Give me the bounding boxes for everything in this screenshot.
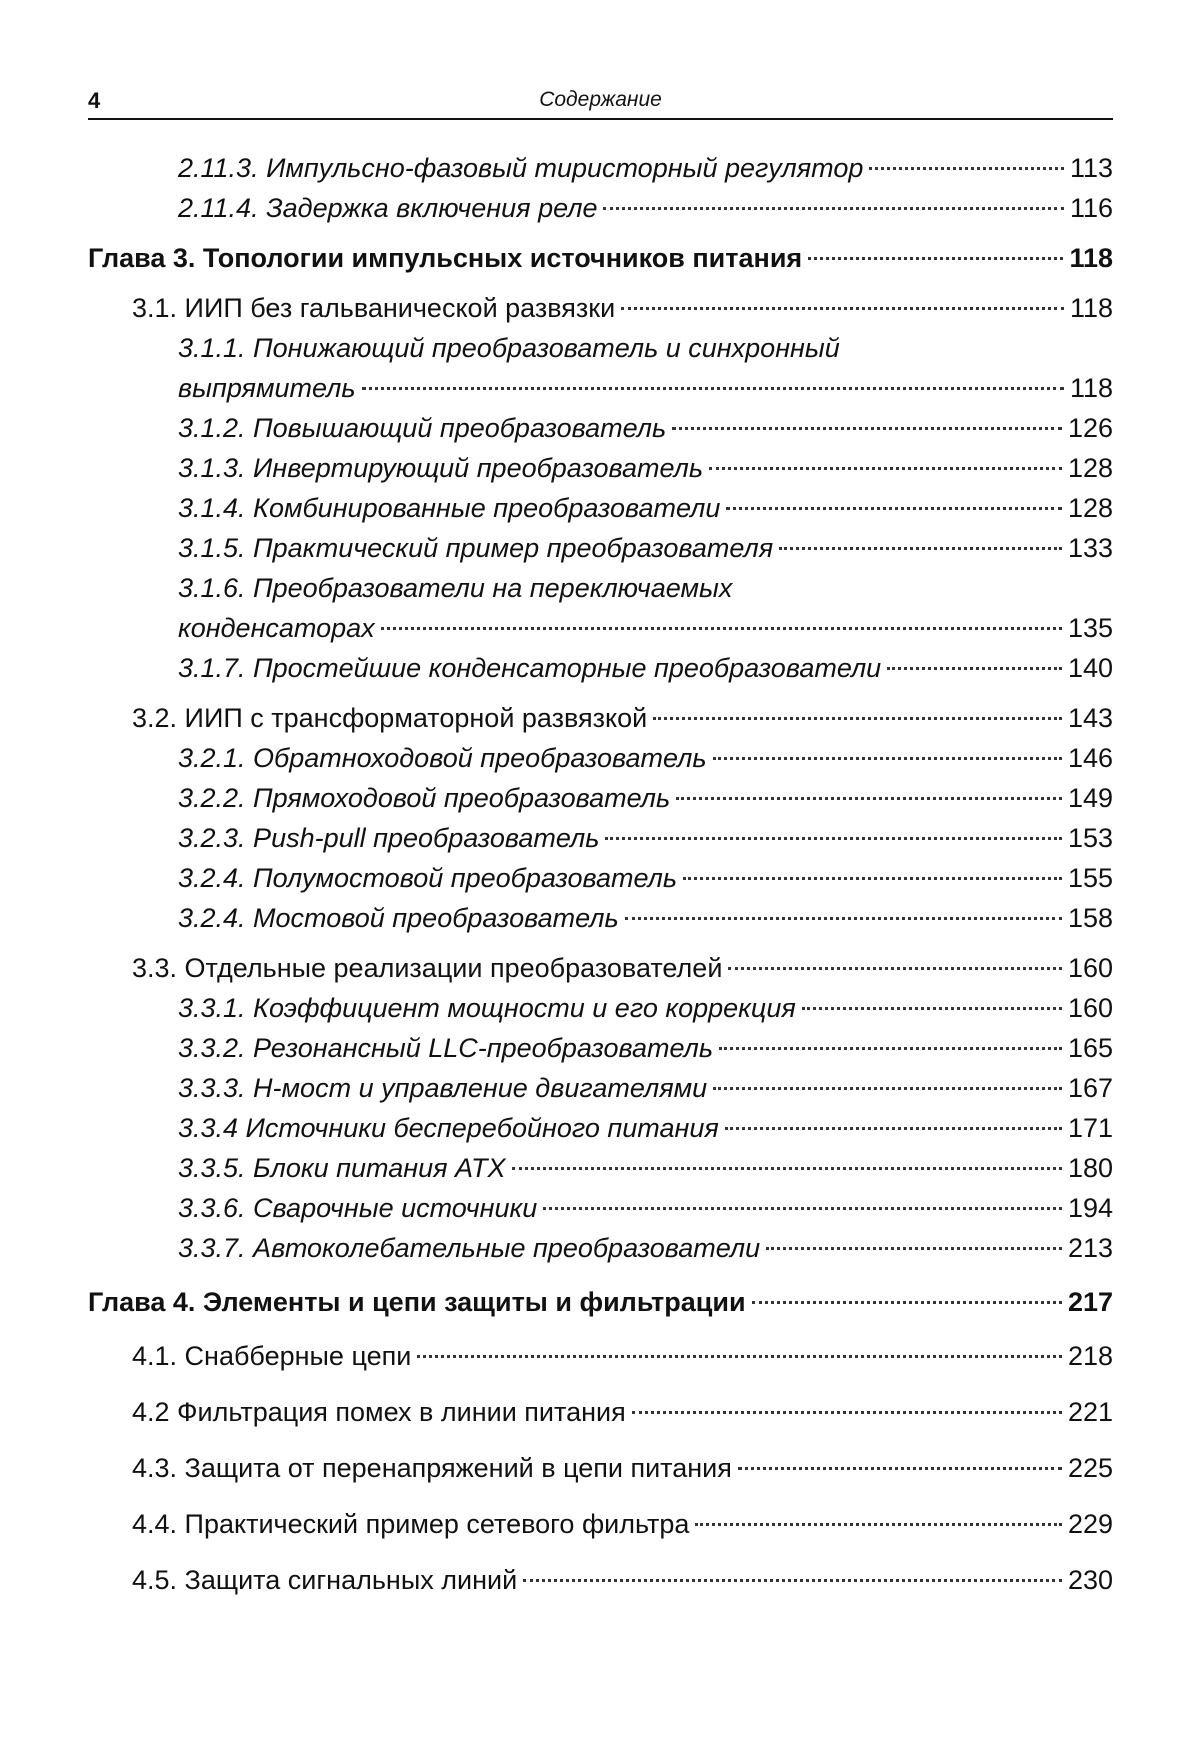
toc-entry-title: 2.11.3. Импульсно-фазовый тиристорный регулятор (178, 153, 864, 183)
toc-entry-title: 4.1. Снабберные цепи (132, 1341, 412, 1371)
dot-leader (676, 797, 1062, 800)
dot-leader (802, 1007, 1062, 1010)
toc-entry-page: 118 (1069, 373, 1113, 403)
toc-entry-page: 160 (1067, 993, 1113, 1023)
dot-leader (653, 717, 1062, 720)
toc-entry-page: 218 (1067, 1341, 1113, 1371)
dot-leader (779, 547, 1062, 550)
toc-entry (88, 858, 1113, 898)
toc-entry-title: 3.2.2. Прямоходовой преобразователь (178, 783, 671, 813)
page-number: 4 (88, 88, 101, 113)
toc-chapter-entry (88, 1282, 1113, 1322)
toc-entry (88, 408, 1113, 448)
dot-leader (725, 1127, 1062, 1130)
toc-entry-page: 113 (1069, 153, 1113, 183)
dot-leader (417, 1355, 1062, 1358)
toc-entry (88, 188, 1113, 228)
toc-entry (88, 448, 1113, 488)
toc-entry-page: 135 (1067, 613, 1113, 643)
toc-entry-title: 3.3. Отдельные реализации преобразователей (132, 953, 723, 983)
toc-entry-page: 118 (1069, 293, 1113, 323)
toc-entry-page: 140 (1067, 653, 1113, 683)
toc-entry-title: 3.1.5. Практический пример преобразователя (178, 533, 774, 563)
toc-entry-title: 3.3.2. Резонансный LLC-преобразователь (178, 1033, 714, 1063)
toc-entry-title: 3.1.3. Инвертирующий преобразователь (178, 453, 704, 483)
toc-entry-title: 3.1. ИИП без гальванической развязки (132, 293, 616, 323)
toc-section-entry (88, 698, 1113, 738)
toc-section-entry (88, 1336, 1113, 1376)
toc-entry-title: 3.2.4. Полумостовой преобразователь (178, 863, 678, 893)
toc-entry (88, 1188, 1113, 1228)
dot-leader (728, 967, 1062, 970)
toc-entry (88, 898, 1113, 938)
toc-entry (88, 148, 1113, 188)
dot-leader (672, 427, 1062, 430)
dot-leader (709, 467, 1062, 470)
toc-section-entry (88, 1392, 1113, 1432)
dot-leader (381, 627, 1062, 630)
dot-leader (726, 507, 1062, 510)
toc-entry-title: Глава 3. Топологии импульсных источников питания (88, 243, 803, 273)
toc-entry-title-cont: конденсаторах (178, 613, 375, 643)
toc-entry-title: 3.3.3. H-мост и управление двигателями (178, 1073, 708, 1103)
toc-entry-page: 116 (1069, 193, 1113, 223)
toc-entry-title: 4.3. Защита от перенапряжений в цепи питания (132, 1453, 732, 1483)
toc-entry-title: 3.2.1. Обратноходовой преобразователь (178, 743, 707, 773)
toc-entry-page: 180 (1067, 1153, 1113, 1183)
dot-leader (738, 1467, 1062, 1470)
dot-leader (887, 667, 1062, 670)
toc-entry-page: 126 (1067, 413, 1113, 443)
dot-leader (695, 1523, 1062, 1526)
dot-leader (621, 307, 1064, 310)
toc-entry-page: 213 (1067, 1233, 1113, 1263)
toc-entry-page: 217 (1067, 1287, 1113, 1317)
running-title: Содержание (539, 88, 662, 111)
dot-leader (752, 1301, 1062, 1304)
toc-entry-title: 4.2 Фильтрация помех в линии питания (132, 1397, 626, 1427)
toc-chapter-entry (88, 238, 1113, 278)
toc-entry-title: 3.2.3. Push-pull преобразователь (178, 823, 600, 853)
toc-entry (88, 738, 1113, 778)
dot-leader (808, 257, 1063, 260)
toc-entry-title: 3.1.6. Преобразователи на переключаемых (178, 573, 733, 603)
toc-entry (88, 1228, 1113, 1268)
toc-entry (88, 1028, 1113, 1068)
dot-leader (713, 757, 1062, 760)
toc-entry-page: 160 (1067, 953, 1113, 983)
toc-entry (88, 528, 1113, 568)
toc-entry-title: 3.1.2. Повышающий преобразователь (178, 413, 667, 443)
toc-entry-title: 3.1.1. Понижающий преобразователь и синхронный (178, 333, 840, 363)
toc-entry (88, 1108, 1113, 1148)
toc-entry-page: 194 (1067, 1193, 1113, 1223)
dot-leader (766, 1247, 1062, 1250)
toc-entry-title: 3.1.7. Простейшие конденсаторные преобразователи (178, 653, 882, 683)
toc-entry-title: 4.4. Практический пример сетевого фильтра (132, 1509, 690, 1539)
toc-entry-page: 149 (1067, 783, 1113, 813)
toc-entry (88, 1068, 1113, 1108)
toc-entry-page: 171 (1067, 1113, 1113, 1143)
toc-entry-title: 3.1.4. Комбинированные преобразователи (178, 493, 721, 523)
dot-leader (543, 1207, 1062, 1210)
toc-entry-page: 155 (1067, 863, 1113, 893)
dot-leader (683, 877, 1062, 880)
toc-section-entry (88, 288, 1113, 328)
toc-entry-title: 2.11.4. Задержка включения реле (178, 193, 598, 223)
toc-entry-page: 128 (1067, 453, 1113, 483)
dot-leader (713, 1087, 1062, 1090)
toc-entry-page: 153 (1067, 823, 1113, 853)
dot-leader (719, 1047, 1062, 1050)
toc-entry-title: 3.3.7. Автоколебательные преобразователи (178, 1233, 761, 1263)
toc-entry-page: 229 (1067, 1509, 1113, 1539)
toc-entry-title: 4.5. Защита сигнальных линий (132, 1565, 518, 1595)
toc-section-entry (88, 948, 1113, 988)
toc-entry-page: 165 (1067, 1033, 1113, 1063)
toc-entry (88, 818, 1113, 858)
toc-entry-title: Глава 4. Элементы и цепи защиты и фильтрации (88, 1287, 746, 1317)
dot-leader (523, 1579, 1062, 1582)
toc-entry (88, 778, 1113, 818)
toc-entry-page: 230 (1067, 1565, 1113, 1595)
toc-entry-title: 3.2.4. Мостовой преобразователь (178, 903, 619, 933)
dot-leader (362, 387, 1064, 390)
dot-leader (512, 1167, 1062, 1170)
dot-leader (632, 1411, 1062, 1414)
toc-entry-page: 128 (1067, 493, 1113, 523)
dot-leader (625, 917, 1062, 920)
toc-entry (88, 648, 1113, 688)
dot-leader (869, 167, 1064, 170)
toc-entry-page: 167 (1067, 1073, 1113, 1103)
page-header (88, 84, 1113, 120)
toc-entry-page: 225 (1067, 1453, 1113, 1483)
toc-entry (88, 1148, 1113, 1188)
table-of-contents (88, 148, 1113, 1600)
toc-entry-title: 3.3.4 Источники бесперебойного питания (178, 1113, 719, 1143)
toc-section-entry (88, 1448, 1113, 1488)
toc-section-entry (88, 1504, 1113, 1544)
toc-entry (88, 988, 1113, 1028)
toc-entry-title: 3.2. ИИП с трансформаторной развязкой (132, 703, 648, 733)
toc-page (88, 84, 1113, 1600)
toc-entry-title-cont: выпрямитель (178, 373, 356, 403)
toc-entry-page: 221 (1067, 1397, 1113, 1427)
toc-entry (88, 488, 1113, 528)
toc-entry-page: 133 (1067, 533, 1113, 563)
toc-entry-page: 158 (1067, 903, 1113, 933)
toc-entry-title: 3.3.5. Блоки питания ATX (178, 1153, 506, 1183)
toc-entry-page: 143 (1067, 703, 1113, 733)
dot-leader (603, 207, 1063, 210)
toc-section-entry (88, 1560, 1113, 1600)
toc-entry-page: 146 (1067, 743, 1113, 773)
toc-entry-title: 3.3.1. Коэффициент мощности и его коррекция (178, 993, 796, 1023)
toc-entry (88, 568, 1113, 648)
toc-entry (88, 328, 1113, 408)
toc-entry-page: 118 (1069, 243, 1113, 273)
dot-leader (605, 837, 1061, 840)
toc-entry-title: 3.3.6. Сварочные источники (178, 1193, 538, 1223)
